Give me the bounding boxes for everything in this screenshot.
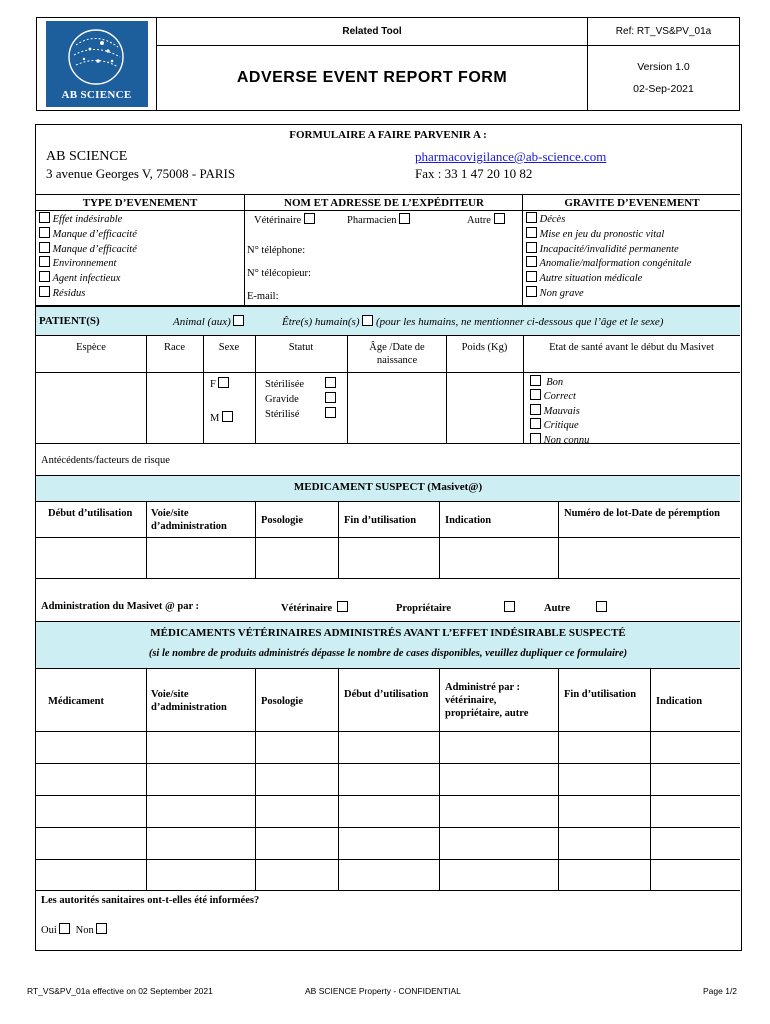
checkbox[interactable] <box>530 389 541 400</box>
col-start: Début d’utilisation <box>48 508 133 519</box>
col-weight: Poids (Kg) <box>461 342 508 353</box>
pv-email-link[interactable]: pharmacovigilance@ab-science.com <box>415 149 607 164</box>
sender-other-option[interactable]: Autre <box>467 213 505 226</box>
checkbox[interactable] <box>526 256 537 267</box>
form-title: ADVERSE EVENT REPORT FORM <box>157 46 588 111</box>
health-item[interactable]: Bon <box>530 375 589 389</box>
checkbox[interactable] <box>59 923 70 934</box>
status-item[interactable]: Gravide <box>265 392 336 407</box>
checkbox[interactable] <box>304 213 315 224</box>
email-field[interactable]: E-mail: <box>247 291 279 302</box>
col-route: Voie/site d’administration <box>151 508 227 532</box>
authorities-options <box>41 923 107 936</box>
severity-item[interactable]: Incapacité/invalidité permanente <box>526 242 691 257</box>
col-administered-by: Administré par : vétérinaire, propriétaire, autre <box>445 682 529 719</box>
col-start: Début d’utilisation <box>344 689 429 700</box>
admin-owner-option[interactable]: Propriétaire <box>396 601 515 614</box>
checkbox[interactable] <box>596 601 607 612</box>
health-item[interactable]: Critique <box>530 418 589 432</box>
severity-item[interactable]: Non grave <box>526 286 691 301</box>
event-type-item[interactable]: Effet indésirable <box>39 212 137 227</box>
company-address: 3 avenue Georges V, 75008 - PARIS <box>46 166 236 181</box>
event-type-list <box>39 212 137 301</box>
col-age: Âge /Date de naissance <box>369 342 425 366</box>
severity-item[interactable]: Mise en jeu du pronostic vital <box>526 227 691 242</box>
risk-factors-field[interactable]: Antécédents/facteurs de risque <box>41 455 170 466</box>
checkbox[interactable] <box>325 392 336 403</box>
patient-label: PATIENT(S) <box>39 315 100 327</box>
checkbox[interactable] <box>39 242 50 253</box>
checkbox[interactable] <box>494 213 505 224</box>
col-breed: Race <box>164 342 185 353</box>
event-type-item[interactable]: Environnement <box>39 256 137 271</box>
sex-f-option[interactable]: F <box>210 377 229 390</box>
fax-field[interactable]: N° télécopieur: <box>247 268 311 279</box>
checkbox[interactable] <box>526 286 537 297</box>
col-route: Voie/site d’administration <box>151 689 227 713</box>
col-drug: Médicament <box>48 696 104 707</box>
version-label: Version 1.0 <box>637 61 690 73</box>
event-type-item[interactable]: Agent infectieux <box>39 271 137 286</box>
ab-science-logo <box>46 21 148 107</box>
col-indication: Indication <box>656 696 703 707</box>
event-type-heading: TYPE D’EVENEMENT <box>82 197 198 209</box>
related-tool-label: Related Tool <box>157 18 588 46</box>
checkbox[interactable] <box>39 286 50 297</box>
checkbox[interactable] <box>362 315 373 326</box>
authorities-question: Les autorités sanitaires ont-t-elles été informées? <box>41 895 260 906</box>
sender-heading: NOM ET ADRESSE DE L’EXPÉDITEUR <box>284 197 484 209</box>
checkbox[interactable] <box>39 271 50 282</box>
checkbox[interactable] <box>530 418 541 429</box>
footer-page-number: Page 1/2 <box>703 986 738 996</box>
col-dosage: Posologie <box>261 515 303 526</box>
checkbox[interactable] <box>39 227 50 238</box>
health-list <box>530 375 589 447</box>
sender-pharmacist-option[interactable]: Pharmacien <box>347 213 410 226</box>
concomitant-heading: MÉDICAMENTS VÉTÉRINAIRES ADMINISTRÉS AVANT L’EFFET INDÉSIRABLE SUSPECTÉ <box>150 627 626 639</box>
col-species: Espèce <box>76 342 106 353</box>
col-indication: Indication <box>445 515 492 526</box>
status-item[interactable]: Stérilisé <box>265 407 336 422</box>
health-item[interactable]: Mauvais <box>530 404 589 418</box>
severity-item[interactable]: Autre situation médicale <box>526 271 691 286</box>
admin-vet-option[interactable]: Vétérinaire <box>281 601 348 614</box>
event-type-item[interactable]: Résidus <box>39 286 137 301</box>
severity-item[interactable]: Décès <box>526 212 691 227</box>
checkbox[interactable] <box>233 315 244 326</box>
phone-field[interactable]: N° téléphone: <box>247 245 306 256</box>
col-end: Fin d’utilisation <box>564 689 637 700</box>
patient-animal-option[interactable]: Animal (aux) <box>173 315 244 328</box>
checkbox[interactable] <box>526 242 537 253</box>
checkbox[interactable] <box>530 404 541 415</box>
col-lot: Numéro de lot-Date de péremption <box>564 508 720 519</box>
checkbox[interactable] <box>325 407 336 418</box>
checkbox[interactable] <box>526 227 537 238</box>
health-item[interactable]: Correct <box>530 389 589 403</box>
status-item[interactable]: Stérilisée <box>265 377 336 392</box>
col-end: Fin d’utilisation <box>344 515 417 526</box>
checkbox[interactable] <box>325 377 336 388</box>
adverse-event-form <box>35 124 742 951</box>
severity-item[interactable]: Anomalie/malformation congénitale <box>526 256 691 271</box>
checkbox[interactable] <box>218 377 229 388</box>
concomitant-subheading: (si le nombre de produits administrés dépasse le nombre de cases disponibles, veuillez dupliquer ce formulaire) <box>148 648 628 659</box>
patient-human-option[interactable]: Être(s) humain(s) (pour les humains, ne mentionner ci-dessous que l’âge et le sexe) <box>282 316 664 328</box>
send-to-heading: FORMULAIRE A FAIRE PARVENIR A : <box>289 129 487 141</box>
health-item[interactable]: Non connu <box>530 433 589 447</box>
footer-confidential: AB SCIENCE Property - CONFIDENTIAL <box>305 986 461 996</box>
checkbox[interactable] <box>39 256 50 267</box>
footer-effective-date: RT_VS&PV_01a effective on 02 September 2021 <box>27 986 213 996</box>
severity-list <box>526 212 691 301</box>
checkbox[interactable] <box>399 213 410 224</box>
checkbox[interactable] <box>39 212 50 223</box>
col-dosage: Posologie <box>261 696 303 707</box>
version-date: 02-Sep-2021 <box>633 83 694 95</box>
checkbox[interactable] <box>526 271 537 282</box>
checkbox[interactable] <box>337 601 348 612</box>
admin-other-option[interactable]: Autre <box>544 601 607 614</box>
authorities-no-option[interactable]: Non <box>76 925 108 936</box>
status-list <box>265 377 336 422</box>
severity-heading: GRAVITE D’EVENEMENT <box>564 197 700 209</box>
version-cell <box>588 46 740 111</box>
checkbox[interactable] <box>526 212 537 223</box>
authorities-yes-option[interactable]: Oui <box>41 925 70 936</box>
logo-cell <box>37 18 157 111</box>
checkbox[interactable] <box>530 375 541 386</box>
document-header <box>36 17 740 111</box>
checkbox[interactable] <box>530 433 541 444</box>
sex-m-option[interactable]: M <box>210 411 233 424</box>
checkbox[interactable] <box>96 923 107 934</box>
company-name: AB SCIENCE <box>46 149 128 164</box>
col-health: Etat de santé avant le début du Masivet <box>549 342 714 353</box>
logo-text: AB SCIENCE <box>61 89 132 101</box>
sender-vet-option[interactable]: Vétérinaire <box>254 213 315 226</box>
fax-number: Fax : 33 1 47 20 10 82 <box>415 166 533 181</box>
event-type-item[interactable]: Manque d’efficacité <box>39 242 137 257</box>
checkbox[interactable] <box>222 411 233 422</box>
event-type-item[interactable]: Manque d’efficacité <box>39 227 137 242</box>
checkbox[interactable] <box>504 601 515 612</box>
suspect-heading: MEDICAMENT SUSPECT (Masivet@) <box>293 481 483 493</box>
col-status: Statut <box>288 342 314 353</box>
admin-label: Administration du Masivet @ par : <box>41 601 200 612</box>
col-sex: Sexe <box>218 342 240 353</box>
ref-label: Ref: RT_VS&PV_01a <box>588 18 740 46</box>
